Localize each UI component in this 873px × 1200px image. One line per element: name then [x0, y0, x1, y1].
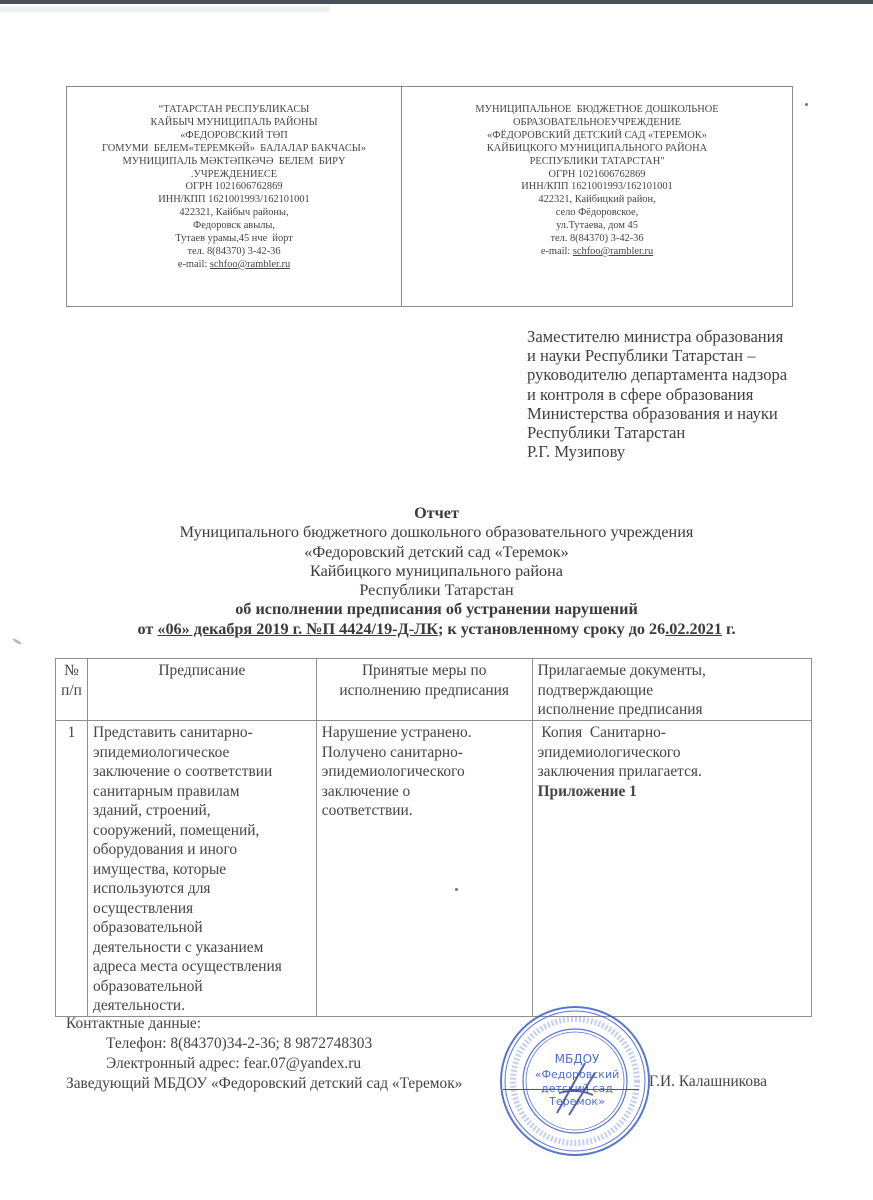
letterhead-line: ГОМУМИ БЕЛЕМ«ТЕРЕМКӘЙ» БАЛАЛАР БАКЧАСЫ»	[101, 142, 367, 154]
signer-position: Заведующий МБДОУ «Федоровский детский сад «Теремок»	[66, 1075, 463, 1092]
letterhead-email-row	[67, 259, 401, 272]
cell-text: заключение о соответствии	[92, 763, 273, 780]
cell-text: оборудования и иного	[92, 841, 238, 858]
recipient-line: и контроля в сфере образования	[527, 384, 754, 404]
document-title	[0, 504, 873, 639]
letterhead-email-row	[402, 246, 792, 259]
letterhead-address: Тутаев урамы,45 нче йорт	[175, 233, 293, 245]
email-label: e-mail:	[540, 245, 573, 257]
header-measures	[316, 659, 532, 721]
header-text: исполнение предписания	[537, 701, 703, 718]
cell-text: сооружений, помещений,	[92, 821, 260, 839]
letterhead-line: «ФЁДОРОВСКИЙ ДЕТСКИЙ САД «ТЕРЕМОК»	[487, 129, 707, 141]
letterhead-ogrn: ОГРН 1021606762869	[185, 181, 283, 193]
cell-text: деятельности с указанием	[92, 938, 264, 956]
title-subject: об исполнении предписания об устранении нарушений	[235, 600, 638, 619]
letterhead-line: КАЙБЫЧ МУНИЦИПАЛЬ РАЙОНЫ	[150, 116, 318, 128]
table-row	[56, 721, 812, 1017]
letterhead-address: ул.Тутаева, дом 45	[556, 220, 638, 232]
cell-text: деятельности.	[92, 997, 185, 1014]
title-heading: Отчет	[414, 504, 459, 522]
title-reference	[0, 620, 873, 639]
letterhead-address: 422321, Кайбицкий район,	[538, 194, 656, 206]
letterhead-line: МУНИЦИПАЛЬНОЕ БЮДЖЕТНОЕ ДОШКОЛЬНОЕ	[475, 104, 719, 115]
letterhead-phone: тел. 8(84370) 3-42-36	[187, 245, 281, 257]
letterhead-tatar	[67, 87, 402, 306]
letterhead-phone: тел. 8(84370) 3-42-36	[550, 233, 644, 245]
email-link[interactable]: schfoo@rambler.ru	[209, 258, 291, 270]
recipient-block	[527, 327, 787, 461]
letterhead-address: Федоровск авылы,	[193, 220, 275, 232]
header-order	[87, 659, 316, 721]
contacts-block	[66, 1014, 462, 1094]
letterhead-inn: ИНН/КПП 1621001993/162101001	[158, 194, 310, 206]
header-text: Прилагаемые документы,	[537, 662, 706, 679]
cell-text: зданий, строений,	[92, 802, 211, 819]
title-line: Муниципального бюджетного дошкольного образовательного учреждения	[179, 523, 694, 542]
header-text: Предписание	[158, 662, 246, 679]
header-text: п/п	[61, 681, 82, 699]
cell-text: используются для	[92, 880, 211, 897]
letterhead-address: село Фёдоровское,	[555, 207, 639, 219]
cell-text: осуществления	[92, 899, 194, 917]
header-num	[56, 659, 88, 721]
scan-top-edge	[0, 0, 873, 4]
cell-order	[87, 721, 316, 1017]
letterhead-line: .УЧРЕЖДЕНИЕСЕ	[190, 168, 278, 180]
header-text: подтверждающие	[537, 681, 654, 699]
cell-text: образовательной	[92, 919, 203, 936]
cell-text: соответствии.	[321, 802, 413, 819]
ref-order: «06» декабря 2019 г. №П 4424/19-Д-ЛК	[157, 619, 438, 638]
letterhead-line: «ФЕДОРОВСКИЙ ТӨП	[180, 129, 288, 141]
cell-text: Представить санитарно-	[92, 724, 253, 741]
recipient-line: Республики Татарстан	[527, 423, 686, 443]
attachment-ref: Приложение 1	[537, 782, 637, 800]
cell-text: Нарушение устранено.	[321, 724, 472, 741]
contacts-email: Электронный адрес: fear.07@yandex.ru	[106, 1055, 362, 1072]
ref-date: .02.2021	[665, 619, 722, 638]
recipient-line: Заместителю министра образования	[527, 327, 784, 346]
recipient-line: руководителю департамента надзора	[527, 365, 788, 385]
svg-text:детский сад: детский сад	[541, 1082, 613, 1095]
svg-text:Теремок»: Теремок»	[549, 1095, 605, 1108]
letterhead-inn: ИНН/КПП 1621001993/162101001	[521, 181, 673, 193]
cell-text: Копия Санитарно-	[537, 724, 666, 741]
cell-text: эпидемиологического	[321, 763, 465, 780]
ref-prefix: от	[137, 619, 158, 638]
cell-docs	[532, 721, 811, 1017]
contacts-phone: Телефон: 8(84370)34-2-36; 8 9872748303	[106, 1035, 373, 1052]
cell-text: заключение о	[321, 782, 411, 800]
email-label: e-mail:	[177, 258, 210, 270]
cell-text: эпидемиологическое	[92, 743, 230, 761]
svg-text:«Федоровский: «Федоровский	[534, 1068, 620, 1081]
title-line: «Федоровский детский сад «Теремок»	[304, 542, 569, 561]
header-docs	[532, 659, 811, 721]
letterhead-address: 422321, Кайбыч районы,	[179, 207, 289, 219]
letterhead-line: МУНИЦИПАЛЬ МӘКТӘПКӘЧӘ БЕЛЕМ БИРҮ	[122, 155, 346, 167]
cell-text: санитарным правилам	[92, 782, 240, 800]
cell-text: образовательной	[92, 977, 203, 995]
header-text: исполнению предписания	[339, 681, 509, 699]
ref-suffix: г.	[721, 619, 736, 638]
cell-text: имущества, которые	[92, 860, 227, 878]
title-line: Кайбицкого муниципального района	[310, 561, 563, 580]
letterhead-line: ОБРАЗОВАТЕЛЬНОЕУЧРЕЖДЕНИЕ	[513, 116, 681, 128]
letterhead-line: РЕСПУБЛИКИ ТАТАРСТАН"	[529, 155, 665, 167]
cell-text: адреса места осуществления	[92, 958, 282, 975]
letterhead-line: КАЙБИЦКОГО МУНИЦИПАЛЬНОГО РАЙОНА	[486, 142, 708, 154]
email-link[interactable]: schfoo@rambler.ru	[572, 245, 654, 257]
cell-measures	[316, 721, 532, 1017]
header-text: №	[64, 662, 79, 679]
letterhead-line: “ТАТАРСТАН РЕСПУБЛИКАСЫ	[158, 104, 310, 115]
stamp-text: МБДОУ	[554, 1052, 600, 1066]
signer-name: Г.И. Калашникова	[649, 1073, 767, 1090]
scan-noise	[0, 6, 330, 12]
cell-num: 1	[56, 721, 88, 1017]
ref-middle: ; к установленному сроку до 26	[437, 619, 666, 638]
recipient-name: Р.Г. Музипову	[527, 442, 626, 462]
report-table	[55, 658, 812, 1017]
cell-text: заключения прилагается.	[537, 763, 702, 780]
scan-speck	[455, 888, 458, 891]
recipient-line: и науки Республики Татарстан –	[527, 346, 756, 366]
scan-speck	[805, 103, 808, 106]
cell-text: эпидемиологического	[537, 743, 681, 761]
official-stamp-icon	[497, 1003, 653, 1159]
letterhead	[66, 86, 793, 307]
contacts-label: Контактные данные:	[66, 1015, 202, 1032]
letterhead-ogrn: ОГРН 1021606762869	[548, 168, 646, 180]
letterhead-russian	[402, 87, 792, 306]
title-line: Республики Татарстан	[359, 581, 514, 600]
header-text: Принятые меры по	[361, 662, 487, 679]
recipient-line: Министерства образования и науки	[527, 403, 778, 423]
table-header-row	[56, 659, 812, 721]
cell-text: Получено санитарно-	[321, 743, 463, 761]
